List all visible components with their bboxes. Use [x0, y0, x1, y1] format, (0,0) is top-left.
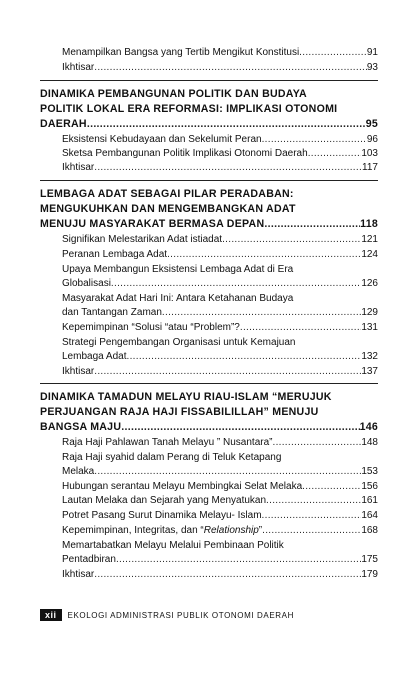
toc-entry-title: Kepemimpinan “Solusi “atau “Problem”? [62, 322, 240, 333]
toc-entry-title: Lautan Melaka dan Sejarah yang Menyatukan [62, 495, 267, 506]
toc-entry-title: Memartabatkan Melayu Melalui Pembinaan Politik [62, 540, 284, 551]
toc-entry-title: Hubungan serantau Melayu Membingkai Selat Melaka [62, 481, 303, 492]
leader-dots [94, 465, 361, 478]
toc-entry[interactable] [62, 321, 378, 334]
toc-entry[interactable] [62, 46, 378, 59]
toc-entry-title: Peranan Lembaga Adat [62, 249, 168, 260]
toc-page-number: 131 [361, 322, 378, 333]
leader-dots [87, 118, 366, 131]
toc-entry-line[interactable] [62, 539, 378, 552]
section-divider [40, 180, 378, 181]
toc-entry-title: Signifikan Melestarikan Adat istiadat [62, 234, 223, 245]
toc-entry-title: Sketsa Pembangunan Politik Implikasi Otonomi Daerah [62, 148, 308, 159]
toc-entry[interactable] [62, 436, 378, 449]
section-divider [40, 383, 378, 384]
chapter-heading-line[interactable]: LEMBAGA ADAT SEBAGAI PILAR PERADABAN: [40, 188, 294, 200]
toc-entry-title: Lembaga Adat [62, 351, 127, 362]
toc-entry[interactable] [62, 277, 378, 290]
page-footer [40, 608, 294, 622]
running-footer-title: EKOLOGI ADMINISTRASI PUBLIK OTONOMI DAERAH [67, 610, 294, 620]
chapter-heading-line[interactable]: POLITIK LOKAL ERA REFORMASI: IMPLIKASI OTONOMI [40, 103, 338, 115]
toc-entry-title: Masyarakat Adat Hari Ini: Antara Ketahanan Budaya [62, 293, 294, 304]
toc-page-number: 179 [361, 569, 378, 580]
toc-page-number: 93 [366, 62, 378, 73]
toc-page-number: 126 [361, 278, 378, 289]
toc-page-number: 175 [361, 554, 378, 565]
toc-entry-title: Upaya Membangun Eksistensi Lembaga Adat di Era [62, 264, 294, 275]
leader-dots [272, 436, 361, 449]
leader-dots [299, 46, 367, 59]
toc-page-number: 96 [366, 134, 378, 145]
toc-page-number: 121 [361, 234, 378, 245]
toc-entry-title: Raja Haji Pahlawan Tanah Melayu ” Nusantara” [62, 437, 273, 448]
toc-entry-title: Ikhtisar [62, 569, 95, 580]
page-number-badge: xii [40, 609, 62, 621]
leader-dots [94, 365, 361, 378]
title-part: ” [258, 525, 263, 536]
toc-page-number: 129 [361, 307, 378, 318]
toc-page-number: 137 [361, 366, 378, 377]
toc-entry-title: Menampilkan Bangsa yang Tertib Mengikut Konstitusi [62, 47, 300, 58]
toc-entry[interactable] [62, 306, 378, 319]
toc-page-number: 117 [362, 162, 378, 173]
leader-dots [240, 321, 361, 334]
toc-entry[interactable] [62, 524, 378, 537]
leader-dots [94, 161, 362, 174]
chapter-heading-line[interactable]: PERJUANGAN RAJA HAJI FISSABILILLAH” MENUJU [40, 406, 319, 418]
toc-entry-title: Melaka [62, 466, 95, 477]
toc-entry[interactable] [62, 233, 378, 246]
toc-page-number: 161 [361, 495, 378, 506]
toc-entry[interactable] [62, 465, 378, 478]
title-part: Kepemimpinan, Integritas, dan “ [62, 525, 204, 536]
chapter-heading-entry[interactable] [40, 421, 378, 434]
chapter-heading-line: MENUJU MASYARAKAT BERMASA DEPAN [40, 218, 265, 230]
toc-page-number: 124 [361, 249, 378, 260]
leader-dots [262, 509, 362, 522]
leader-dots [162, 306, 361, 319]
toc-entry-title: dan Tantangan Zaman [62, 307, 162, 318]
chapter-heading-entry[interactable] [40, 118, 378, 131]
leader-dots [116, 553, 361, 566]
toc-page-number: 164 [361, 510, 378, 521]
chapter-heading-entry[interactable] [40, 218, 378, 231]
leader-dots [111, 277, 361, 290]
toc-page-number: 103 [361, 148, 378, 159]
toc-entry-line[interactable] [62, 336, 378, 349]
toc-entry-title: Eksistensi Kebudayaan dan Sekelumit Peran [62, 134, 262, 145]
toc-entry[interactable] [62, 480, 378, 493]
leader-dots [127, 350, 362, 363]
toc-entry-title: Raja Haji syahid dalam Perang di Teluk Ketapang [62, 452, 282, 463]
toc-page-number: 118 [360, 218, 378, 230]
toc-entry-title: Ikhtisar [62, 162, 95, 173]
toc-entry[interactable] [62, 248, 378, 261]
leader-dots [222, 233, 361, 246]
toc-entry[interactable] [62, 553, 378, 566]
toc-entry[interactable] [62, 509, 378, 522]
toc-entry-line[interactable] [62, 451, 378, 464]
toc-page-number: 156 [361, 481, 378, 492]
leader-dots [94, 568, 361, 581]
leader-dots [262, 524, 361, 537]
leader-dots [167, 248, 361, 261]
leader-dots [308, 147, 362, 160]
toc-entry-title [62, 524, 262, 537]
toc-entry-line[interactable] [62, 292, 378, 305]
leader-dots [264, 218, 360, 231]
toc-page-number: 146 [359, 421, 378, 433]
leader-dots [262, 133, 367, 146]
chapter-heading-line: BANGSA MAJU [40, 421, 122, 433]
toc-page-number: 132 [361, 351, 378, 362]
toc-page-number: 95 [365, 118, 378, 130]
leader-dots [266, 494, 361, 507]
toc-page-number: 168 [361, 525, 378, 536]
toc-entry[interactable] [62, 147, 378, 160]
toc-entry[interactable] [62, 350, 378, 363]
leader-dots [302, 480, 361, 493]
toc-entry[interactable] [62, 568, 378, 581]
toc-entry-title: Potret Pasang Surut Dinamika Melayu- Islam [62, 510, 262, 521]
toc-entry-line[interactable] [62, 263, 378, 276]
toc-entry-title: Pentadbiran [62, 554, 116, 565]
toc-page-number: 153 [361, 466, 378, 477]
toc-entry-title: Ikhtisar [62, 366, 95, 377]
toc-entry-title: Strategi Pengembangan Organisasi untuk Kemajuan [62, 337, 296, 348]
toc-entry[interactable] [62, 61, 378, 74]
leader-dots [94, 61, 367, 74]
section-divider [40, 80, 378, 81]
toc-entry[interactable] [62, 365, 378, 378]
chapter-heading-line[interactable]: DINAMIKA PEMBANGUNAN POLITIK DAN BUDAYA [40, 88, 307, 100]
toc-entry[interactable] [62, 161, 378, 174]
leader-dots [121, 421, 359, 434]
chapter-heading-line: DAERAH [40, 118, 87, 130]
toc-entry-title: Ikhtisar [62, 62, 95, 73]
toc-page-number: 148 [361, 437, 378, 448]
title-part-italic: Relationship [203, 525, 259, 536]
toc-page-number: 91 [366, 47, 378, 58]
toc-entry[interactable] [62, 494, 378, 507]
toc-entry-title: Globalisasi [62, 278, 111, 289]
chapter-heading-line[interactable]: DINAMIKA TAMADUN MELAYU RIAU-ISLAM “MERUJUK [40, 391, 332, 403]
chapter-heading-line[interactable]: MENGUKUHKAN DAN MENGEMBANGKAN ADAT [40, 203, 296, 215]
toc-entry[interactable] [62, 133, 378, 146]
